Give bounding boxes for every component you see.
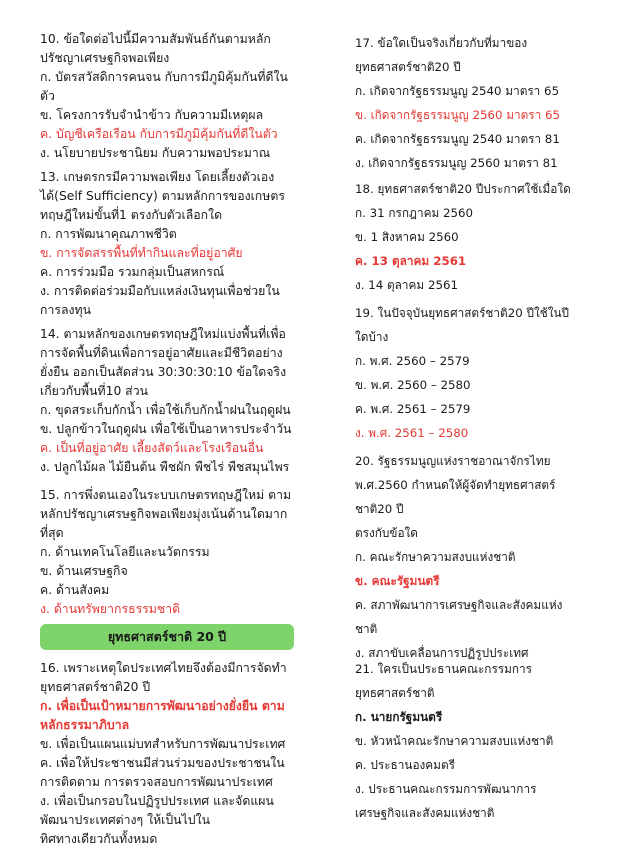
question-title: ที่สุด — [40, 526, 64, 540]
option-c-answer: ค. 13 ตุลาคม 2561 — [355, 254, 467, 268]
question-title: ทฤษฎีใหม่ขั้นที่1 ตรงกับตัวเลือกใด — [40, 208, 223, 222]
option-a: ก. พ.ศ. 2560 – 2579 — [355, 354, 470, 368]
option-d: ง. 14 ตุลาคม 2561 — [355, 278, 458, 292]
question-13 — [40, 168, 302, 320]
option-a: ก. ขุดสระเก็บกักน้ำ เพื่อใช้เก็บกักน้ำฝนในฤดูฝน — [40, 403, 291, 417]
option-d-answer: ง. ด้านทรัพยากรธรรมชาติ — [40, 602, 181, 616]
question-title: ได้(Self Sufficiency) ตามหลักการของเกษตร — [40, 189, 285, 203]
option-a-answer: ก. นายกรัฐมนตรี — [355, 710, 443, 724]
question-title: ใดบ้าง — [355, 330, 389, 344]
option-b: ข. เพื่อเป็นแผนแม่บทสำหรับการพัฒนาประเทศ — [40, 737, 286, 751]
option-b: ข. โครงการรับจำนำข้าว กับความมีเหตุผล — [40, 108, 264, 122]
option-c: ค. ด้านสังคม — [40, 583, 110, 597]
option-a: ตัว — [40, 89, 55, 103]
question-title: การจัดพื้นที่ดินเพื่อการอยู่อาศัยและมีชีวิตอย่าง — [40, 346, 283, 360]
question-15 — [40, 486, 302, 619]
question-title: เกี่ยวกับพื้นที่10 ส่วน — [40, 384, 148, 398]
option-d: ง. สภาขับเคลื่อนการปฏิรูปประเทศ — [355, 646, 529, 660]
option-d: การลงทุน — [40, 303, 92, 317]
question-title: หลักปรัชญาเศรษฐกิจพอเพียงมุ่งเน้นด้านใดมาก — [40, 507, 288, 521]
option-c: ค. การร่วมมือ รวมกลุ่มเป็นสหกรณ์ — [40, 265, 225, 279]
question-19 — [355, 304, 605, 448]
question-18 — [355, 180, 605, 300]
question-title: 15. การพึ่งตนเองในระบบเกษตรทฤษฎีใหม่ ตาม — [40, 488, 292, 502]
option-b: ข. ด้านเศรษฐกิจ — [40, 564, 128, 578]
option-c: ค. พ.ศ. 2561 – 2579 — [355, 402, 471, 416]
option-d: เศรษฐกิจและสังคมแห่งชาติ — [355, 806, 495, 820]
question-16 — [40, 659, 302, 849]
option-a: ก. ด้านเทคโนโลยีและนวัตกรรม — [40, 545, 210, 559]
question-title: ตรงกับข้อใด — [355, 526, 418, 540]
question-10 — [40, 30, 302, 163]
option-b: ข. 1 สิงหาคม 2560 — [355, 230, 459, 244]
option-a: ก. คณะรักษาความสงบแห่งชาติ — [355, 550, 516, 564]
question-title: 20. รัฐธรรมนูญแห่งราชอาณาจักรไทย — [355, 454, 551, 468]
question-title: 16. เพราะเหตุใดประเทศไทยจึงต้องมีการจัดทำ — [40, 661, 287, 675]
option-d: ง. เพื่อเป็นกรอบในปฏิรูปประเทศ และจัดแผน — [40, 794, 274, 808]
question-title: ชาติ20 ปี — [355, 502, 404, 516]
question-title: 14. ตามหลักของเกษตรทฤษฎีใหม่แบ่งพื้นที่เพื่อ — [40, 327, 286, 341]
option-c-answer: ค. บัญชีเครือเรือน กับการมีภูมิคุ้มกันที่ดีในตัว — [40, 127, 278, 141]
option-c: ค. เกิดจากรัฐธรรมนูญ 2540 มาตรา 81 — [355, 132, 560, 146]
option-d-answer: ง. พ.ศ. 2561 – 2580 — [355, 426, 469, 440]
option-c: ชาติ — [355, 622, 378, 636]
question-title: 10. ข้อใดต่อไปนี้มีความสัมพันธ์กันตามหลัก — [40, 32, 271, 46]
question-title: ยุทธศาสตร์ชาติ — [355, 686, 435, 700]
option-b: ข. หัวหน้าคณะรักษาความสงบแห่งชาติ — [355, 734, 554, 748]
option-d: ง. เกิดจากรัฐธรรมนูญ 2560 มาตรา 81 — [355, 156, 558, 170]
option-d: ทิศทางเดียวกันทั้งหมด — [40, 832, 158, 846]
question-21 — [355, 660, 605, 828]
option-d: ง. ประธานคณะกรรมการพัฒนาการ — [355, 782, 537, 796]
option-a-answer: หลักธรรมาภิบาล — [40, 718, 130, 732]
option-c: การติดตาม การตรวจสอบการพัฒนาประเทศ — [40, 775, 273, 789]
option-d: ง. ปลูกไม้ผล ไม้ยืนต้น พืชผัก พืชไร่ พืชสมุนไพร — [40, 460, 290, 474]
question-title: ยุทธศาสตร์ชาติ20 ปี — [355, 60, 461, 74]
option-c-answer: ค. เป็นที่อยู่อาศัย เลี้ยงสัตว์และโรงเรือนอื่น — [40, 441, 264, 455]
question-14 — [40, 325, 302, 477]
option-b: ข. ปลูกข้าวในฤดูฝน เพื่อใช้เป็นอาหารประจำวัน — [40, 422, 292, 436]
question-title: ยุทธศาสตร์ชาติ20 ปี — [40, 680, 151, 694]
question-title: ยั่งยืน ออกเป็นสัดส่วน 30:30:30:10 ข้อใดจริง — [40, 365, 287, 379]
question-title: พ.ศ.2560 กำหนดให้ผู้จัดทำยุทธศาสตร์ — [355, 478, 556, 492]
option-a: ก. 31 กรกฎาคม 2560 — [355, 206, 474, 220]
question-title: ปรัชญาเศรษฐกิจพอเพียง — [40, 51, 170, 65]
option-c: ค. สภาพัฒนาการเศรษฐกิจและสังคมแห่ง — [355, 598, 563, 612]
option-a: ก. บัตรสวัสดิการคนจน กับการมีภูมิคุ้มกันที่ดีใน — [40, 70, 288, 84]
option-d: ง. การติดต่อร่วมมือกับแหล่งเงินทุนเพื่อช่วยใน — [40, 284, 280, 298]
option-a: ก. การพัฒนาคุณภาพชีวิต — [40, 227, 177, 241]
question-17 — [355, 34, 605, 178]
option-a: ก. เกิดจากรัฐธรรมนูญ 2540 มาตรา 65 — [355, 84, 560, 98]
question-title: 18. ยุทธศาสตร์ชาติ20 ปีประกาศใช้เมื่อใด — [355, 182, 571, 196]
option-c: ค. เพื่อให้ประชาชนมีส่วนร่วมของประชาชนใน — [40, 756, 285, 770]
question-title: 21. ใครเป็นประธานคณะกรรมการ — [355, 662, 532, 676]
question-20 — [355, 452, 605, 668]
question-title: 13. เกษตรกรมีความพอเพียง โดยเลี้ยงตัวเอง — [40, 170, 275, 184]
question-title: 17. ข้อใดเป็นจริงเกี่ยวกับที่มาของ — [355, 36, 528, 50]
option-a-answer: ก. เพื่อเป็นเป้าหมายการพัฒนาอย่างยั่งยืน ตาม — [40, 699, 285, 713]
question-title: 19. ในปัจจุบันยุทธศาสตร์ชาติ20 ปีใช้ในปี — [355, 306, 570, 320]
option-d: พัฒนาประเทศต่างๆ ให้เป็นไปใน — [40, 813, 210, 827]
option-b-answer: ข. คณะรัฐมนตรี — [355, 574, 440, 588]
option-d: ง. นโยบายประชานิยม กับความพอประมาณ — [40, 146, 271, 160]
option-b-answer: ข. เกิดจากรัฐธรรมนูญ 2560 มาตรา 65 — [355, 108, 560, 122]
option-b: ข. พ.ศ. 2560 – 2580 — [355, 378, 471, 392]
section-banner: ยุทธศาสตร์ชาติ 20 ปี — [40, 624, 294, 650]
option-b-answer: ข. การจัดสรรพื้นที่ทำกินและที่อยู่อาศัย — [40, 246, 243, 260]
option-c: ค. ประธานองคมตรี — [355, 758, 455, 772]
